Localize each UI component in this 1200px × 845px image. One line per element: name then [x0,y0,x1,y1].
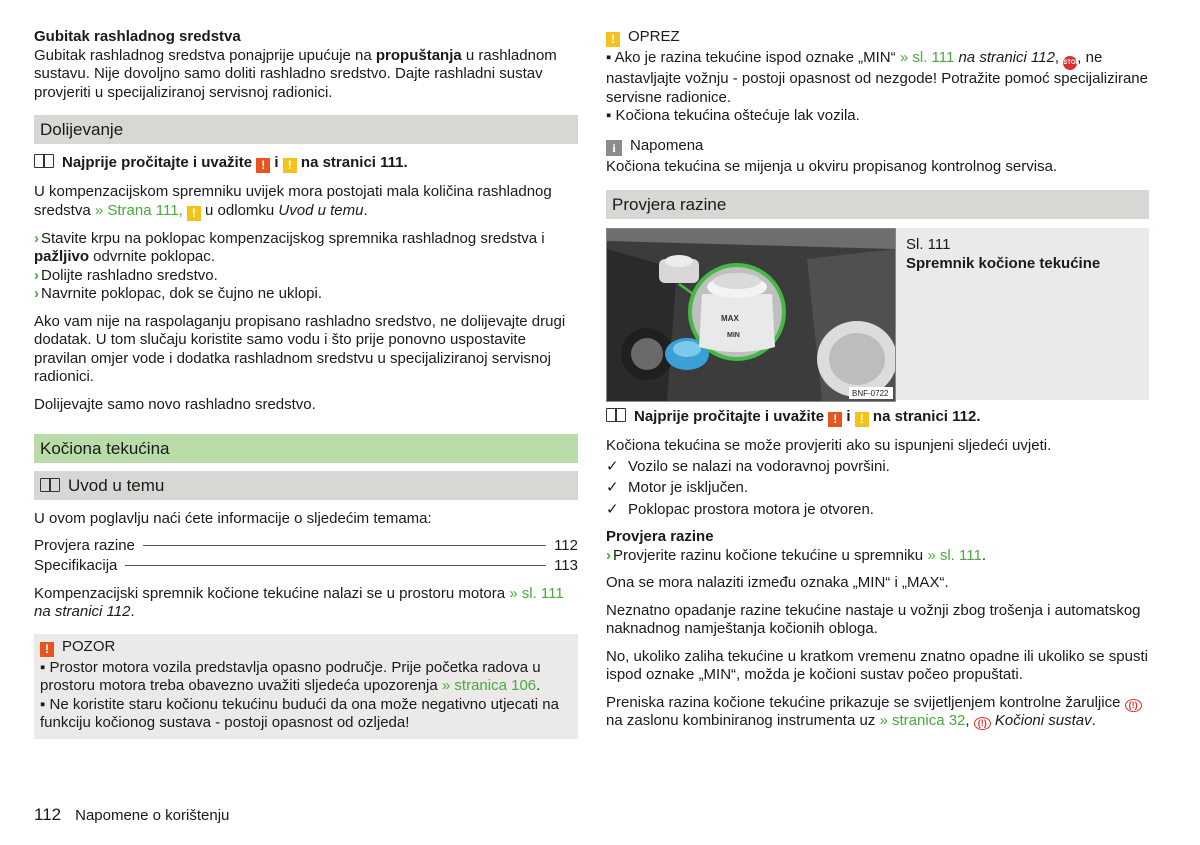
napomena-text: Kočiona tekućina se mijenja u okviru propisanog kontrolnog servisa. [606,157,1058,175]
read-first-notice: Najprije pročitajte i uvažite ! i ! na stranici 112. [606,408,1149,427]
link-sl-111[interactable]: » sl. 111 [927,546,982,564]
provjera-step: › Provjerite razinu kočione tekućine u spremniku » sl. 111. [606,546,986,564]
caution-yellow-icon: ! [187,206,201,221]
caution-yellow-icon: ! [283,158,297,173]
section-header-intro: Uvod u temu [34,471,578,500]
check-icon: ✓ [606,457,619,475]
drop-text: Neznatno opadanje razine tekućine nastaje u vožnji zbog trošenja i automatskog naknadnog namještanja kočionih obloga. [606,601,1141,637]
check-item: ✓ Motor je isključen. [606,479,749,496]
oprez-bullet-2: ▪ Kočiona tekućina oštećuje lak vozila. [606,107,860,124]
info-icon: i [606,140,622,156]
figure-image [606,228,896,402]
book-icon [606,408,626,422]
warning-red-icon: ! [256,158,270,173]
coolant-loss-text: Gubitak rashladnog sredstva ponajprije upućuje na propuštanja u rashladnom sustavu. Nije dovoljno samo doliti rashladno sredstvo. Dajte rashladni sustav provjeriti u specijaliziranoj servisnoj radionici. [34,46,557,101]
toc-label: Specifikacija [34,556,118,574]
dolijevanje-paragraph: U kompenzacijskom spremniku uvijek mora postojati mala količina rashladnog sredstva » Strana 111, ! u odlomku Uvod u temu. [34,183,552,220]
caution-yellow-icon: ! [855,412,869,427]
step-marker: › [606,546,611,564]
link-stranica-32[interactable]: » stranica 32 [879,712,966,729]
compensation-tank-text: Kompenzacijski spremnik kočione tekućine nalazi se u prostoru motora » sl. 111 na stranici 112. [34,584,564,620]
check-icon: ✓ [606,479,619,496]
fig-min-label: MIN [727,332,740,339]
dolijevanje-paragraph-3: Dolijevajte samo novo rashladno sredstvo. [34,395,316,413]
fig-code: BNF-0722 [852,389,889,398]
section-header-brake-fluid: Kočiona tekućina [34,434,578,463]
step-1: › Stavite krpu na poklopac kompenzacijskog spremnika rashladnog sredstva i pažljivo odvrnite poklopac. [34,229,545,265]
brake-warning-icon: (!) [974,717,991,730]
left-column [34,28,578,739]
oprez-title: ! OPREZ [606,28,1149,47]
warning-red-icon: ! [828,412,842,427]
figure-caption-panel [896,228,1149,400]
check-item: ✓ Vozilo se nalazi na vodoravnoj površini. [606,457,890,475]
toc-leader [143,545,546,546]
fig-max-label: MAX [721,314,739,323]
pozor-title: ! POZOR [40,638,570,657]
book-icon [40,478,60,492]
footer-title: Napomene o korištenju [75,807,230,824]
section-header-provjera: Provjera razine [606,190,1149,219]
read-first-notice: Najprije pročitajte i uvažite ! i ! na stranici 111. [34,154,578,173]
toc-label: Provjera razine [34,536,135,554]
caution-yellow-icon: ! [606,32,620,47]
stop-icon: STOP [1063,56,1077,70]
link-sl-111[interactable]: » sl. 111 [509,584,564,602]
toc-page: 113 [554,556,578,574]
step-3: › Navrnite poklopac, dok se čujno ne uklopi. [34,285,323,302]
brake-warning-icon: (!) [1125,699,1142,712]
napomena-title: i Napomena [606,137,1149,156]
warning-red-icon: ! [40,642,54,657]
pozor-bullet-2: ▪ Ne koristite staru kočionu tekućinu budući da ona može negativno utjecati na funkciju kočionog sustava - postoji opasnost od ozljeda! [40,695,559,731]
step-marker: › [34,285,39,302]
check-icon: ✓ [606,500,619,518]
toc-row[interactable] [34,557,578,577]
step-2: › Dolijte rashladno sredstvo. [34,266,218,284]
oprez-bullet-1: ▪ Ako je razina tekućine ispod oznake „MIN“ » sl. 111 na stranici 112, STOP, ne nastavljajte vožnju - postoji opasnost od nezgode! Potražite pomoć specijalizirane servisne radionice. [606,49,1148,106]
link-strana-111[interactable]: » Strana 111, [94,201,183,219]
fig-caption: Spremnik kočione tekućine [906,254,1101,272]
pozor-bullet-1: ▪ Prostor motora vozila predstavlja opasno područje. Prije početka radova u prostoru motora treba obavezno uvažiti sljedeća upozorenja » stranica 106. [40,658,541,694]
link-sl-111[interactable]: » sl. 111 [899,49,955,66]
dolijevanje-paragraph-2: Ako vam nije na raspolaganju propisano rashladno sredstvo, ne dolijevajte drugi dodatak. U tom slučaju koristite samo vodu i što prije ponovno uspostavite pravilan omjer vode i dodatka rashladnom sredstvu u specijaliziranoj servisnoj radionici. [34,312,566,385]
link-stranica-106[interactable]: » stranica 106 [441,677,537,694]
check-item: ✓ Poklopac prostora motora je otvoren. [606,500,874,518]
engine-bay-illustration [607,229,895,401]
section-header-dolijevanje: Dolijevanje [34,115,578,144]
right-column [606,28,1149,731]
toc-leader [125,565,546,566]
between-text: Ona se mora nalaziti između oznaka „MIN“ i „MAX“. [606,574,949,591]
step-marker: › [34,266,39,284]
low-level-text: Preniska razina kočione tekućine prikazuje se svijetljenjem kontrolne žaruljice (!) na zaslonu kombiniranog instrumenta uz » stranica 32, (!) Kočioni sustav. [606,694,1149,731]
figure-111 [606,228,1149,400]
step-marker: › [34,229,39,247]
toc-page: 112 [554,536,578,554]
toc-row[interactable] [34,537,578,557]
fig-number: Sl. 111 [906,236,951,253]
intro-text: U ovom poglavlju naći ćete informacije o sljedećim temama: [34,510,432,527]
check-intro: Kočiona tekućina se može provjeriti ako su ispunjeni sljedeći uvjeti. [606,437,1052,454]
coolant-loss-title: Gubitak rashladnog sredstva [34,28,241,45]
sudden-drop-text: No, ukoliko zaliha tekućine u kratkom vremenu znatno opadne ili ukoliko se spusti ispod oznake „MIN“, možda je kočioni sustav počeo propuštati. [606,647,1148,683]
book-icon [34,154,54,168]
page-footer [34,806,229,826]
page-number: 112 [34,805,62,824]
pozor-warning-box [34,634,578,739]
provjera-subheading: Provjera razine [606,528,714,545]
